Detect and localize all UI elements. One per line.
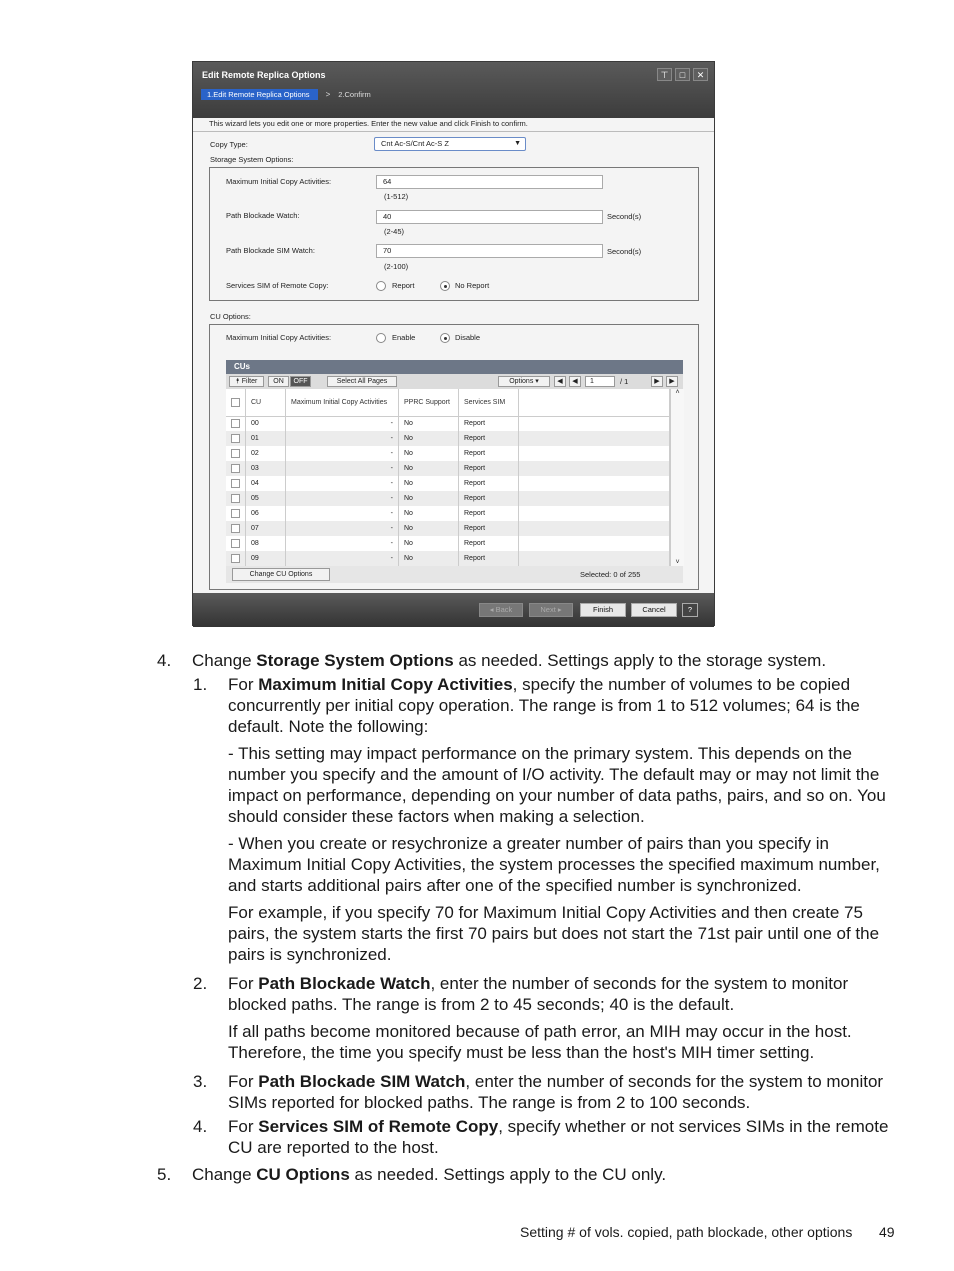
path-blockade-label: Path Blockade Watch:	[226, 211, 300, 220]
copy-type-value: Cnt Ac-S/Cnt Ac-S Z	[381, 139, 449, 148]
cell-empty	[519, 461, 670, 476]
cell-services-sim: Report	[459, 551, 519, 566]
enable-radio-label: Enable	[392, 333, 416, 342]
table-scrollbar[interactable]	[670, 389, 684, 566]
row-checkbox-cell[interactable]	[226, 446, 246, 461]
item-4-post: as needed. Settings apply to the storage system.	[453, 651, 827, 670]
cell-services-sim: Report	[459, 476, 519, 491]
edit-remote-replica-dialog	[192, 61, 715, 626]
table-row[interactable]	[226, 476, 670, 491]
table-row[interactable]	[226, 491, 670, 506]
cell-pprc: No	[399, 461, 459, 476]
note-mih: If all paths become monitored because of path error, an MIH may occur in the host. Therefore, the time you specify must be less than the host's MIH timer setting.	[228, 1022, 852, 1062]
cu-max-label: Maximum Initial Copy Activities:	[226, 333, 332, 342]
row-checkbox-cell[interactable]	[226, 491, 246, 506]
sub-4-text	[228, 1116, 900, 1158]
cell-cu: 04	[246, 476, 286, 491]
no-report-radio[interactable]	[440, 281, 450, 291]
chevron-down-icon: ▼	[514, 140, 521, 147]
wizard-steps	[201, 89, 371, 100]
page-number: 49	[879, 1224, 895, 1240]
item-5-text	[192, 1164, 900, 1185]
row-checkbox[interactable]	[231, 464, 240, 473]
max-initial-input[interactable]: 64	[376, 175, 603, 189]
filter-on-button[interactable]: ON	[268, 376, 289, 387]
row-checkbox[interactable]	[231, 539, 240, 548]
note-resync: - When you create or resychronize a greater number of pairs than you specify in Maximum Initial Copy Activities, the system processes the specified maximum number, and starts additional pairs after one of the specified number is synchronized.	[228, 834, 880, 895]
cell-services-sim: Report	[459, 521, 519, 536]
page-total: / 1	[620, 377, 629, 386]
cell-max-initial: -	[286, 431, 399, 446]
cell-cu: 05	[246, 491, 286, 506]
sub-2-post: , enter the number of seconds for the system to monitor blocked paths. The range is from 2 to 45 seconds; 40 is the default.	[228, 974, 849, 1014]
sub-4-bold: Services SIM of Remote Copy	[258, 1117, 499, 1136]
dialog-body	[193, 118, 714, 593]
row-checkbox[interactable]	[231, 494, 240, 503]
item-4-number: 4.	[157, 651, 172, 670]
dialog-footer	[193, 593, 714, 627]
table-row[interactable]	[226, 431, 670, 446]
table-row[interactable]	[226, 446, 670, 461]
sub-1-bold: Maximum Initial Copy Activities	[258, 675, 513, 694]
cell-pprc: No	[399, 491, 459, 506]
cell-cu: 00	[246, 416, 286, 431]
cell-cu: 03	[246, 461, 286, 476]
window-controls	[657, 68, 708, 81]
cell-cu: 08	[246, 536, 286, 551]
sub-4-post: , specify whether or not services SIMs in the remote CU are reported to the host.	[228, 1117, 889, 1157]
step-edit-options[interactable]: 1.Edit Remote Replica Options	[201, 89, 318, 100]
sub-4-pre: For	[228, 1117, 259, 1136]
cell-cu: 09	[246, 551, 286, 566]
row-checkbox-cell[interactable]	[226, 461, 246, 476]
scroll-up-icon[interactable]: ˄	[675, 389, 680, 396]
help-button[interactable]: ?	[682, 603, 698, 617]
cell-max-initial: -	[286, 461, 399, 476]
close-icon[interactable]: ✕	[693, 68, 708, 81]
path-blockade-unit: Second(s)	[607, 212, 642, 221]
cell-pprc: No	[399, 521, 459, 536]
finish-button[interactable]: Finish	[580, 603, 626, 617]
path-sim-range: (2-100)	[384, 262, 409, 271]
path-sim-unit: Second(s)	[607, 247, 642, 256]
filter-button[interactable]: ⯭ Filter	[229, 376, 264, 387]
row-checkbox-cell[interactable]	[226, 536, 246, 551]
sub-1-text	[228, 674, 900, 737]
sub-3-text	[228, 1071, 900, 1113]
cell-services-sim: Report	[459, 506, 519, 521]
row-checkbox-cell[interactable]	[226, 476, 246, 491]
cell-max-initial: -	[286, 476, 399, 491]
report-radio[interactable]	[376, 281, 386, 291]
cell-pprc: No	[399, 416, 459, 431]
step-confirm[interactable]: 2.Confirm	[338, 90, 371, 99]
select-all-checkbox[interactable]	[231, 398, 240, 407]
note-example: For example, if you specify 70 for Maximum Initial Copy Activities and then create 75 pairs, the system starts the first 70 pairs but does not start the 71st pair until one of the pairs is synchronized.	[228, 903, 880, 964]
cus-table-title: CUs	[226, 360, 683, 374]
item-5-post: as needed. Settings apply to the CU only.	[349, 1165, 667, 1184]
row-checkbox[interactable]	[231, 509, 240, 518]
sub-2-pre: For	[228, 974, 259, 993]
cell-cu: 06	[246, 506, 286, 521]
sub-3-bold: Path Blockade SIM Watch	[258, 1072, 466, 1091]
copy-type-label: Copy Type:	[210, 140, 248, 149]
first-page-icon[interactable]: ◀	[554, 376, 566, 387]
sub-2-bold: Path Blockade Watch	[258, 974, 431, 993]
cell-pprc: No	[399, 506, 459, 521]
cu-options-group	[209, 324, 699, 590]
cell-services-sim: Report	[459, 416, 519, 431]
cell-pprc: No	[399, 476, 459, 491]
path-sim-label: Path Blockade SIM Watch:	[226, 246, 315, 255]
row-checkbox[interactable]	[231, 449, 240, 458]
change-cu-options-button[interactable]: Change CU Options	[232, 568, 330, 581]
services-sim-label: Services SIM of Remote Copy:	[226, 281, 329, 290]
sub-1-number: 1.	[193, 675, 208, 694]
max-initial-label: Maximum Initial Copy Activities:	[226, 177, 332, 186]
report-radio-label: Report	[392, 281, 415, 290]
max-initial-range: (1-512)	[384, 192, 409, 201]
cell-max-initial: -	[286, 506, 399, 521]
path-blockade-range: (2-45)	[384, 227, 405, 236]
back-button[interactable]: ◂ Back	[479, 603, 523, 617]
select-all-pages-button[interactable]: Select All Pages	[327, 376, 397, 387]
row-checkbox-cell[interactable]	[226, 416, 246, 431]
enable-radio[interactable]	[376, 333, 386, 343]
select-all-checkbox-cell[interactable]	[226, 389, 246, 416]
table-row[interactable]	[226, 416, 670, 431]
cell-pprc: No	[399, 551, 459, 566]
selected-count: Selected: 0 of 255	[580, 570, 641, 579]
item-5-bold: CU Options	[256, 1165, 350, 1184]
cell-max-initial: -	[286, 521, 399, 536]
table-row[interactable]	[226, 551, 670, 566]
cell-empty	[519, 431, 670, 446]
options-button[interactable]: Options ▾	[498, 376, 550, 387]
storage-options-group	[209, 167, 699, 301]
table-footer	[226, 566, 683, 583]
row-checkbox[interactable]	[231, 419, 240, 428]
row-checkbox-cell[interactable]	[226, 506, 246, 521]
cell-cu: 01	[246, 431, 286, 446]
col-header-max-initial[interactable]: Maximum Initial Copy Activities	[286, 389, 399, 416]
disable-radio[interactable]	[440, 333, 450, 343]
cell-services-sim: Report	[459, 431, 519, 446]
cell-pprc: No	[399, 536, 459, 551]
sub-1-post: , specify the number of volumes to be copied concurrently per initial copy operation. The range is from 1 to 512 volumes; 64 is the default. Note the following:	[228, 675, 860, 736]
pin-icon[interactable]: ⊤	[657, 68, 672, 81]
cell-cu: 07	[246, 521, 286, 536]
item-5-number: 5.	[157, 1165, 172, 1184]
cell-pprc: No	[399, 431, 459, 446]
cell-services-sim: Report	[459, 446, 519, 461]
note-performance: - This setting may impact performance on the primary system. This depends on the number you specify and the amount of I/O activity. The default may or may not limit the impact on performance, depending on your number of data paths, pairs, and so on. You should consider these factors when making a selection.	[228, 744, 886, 826]
wizard-intro: This wizard lets you edit one or more properties. Enter the new value and click Finish to confirm.	[209, 119, 528, 128]
cus-toolbar	[226, 374, 683, 389]
next-button[interactable]: Next ▸	[529, 603, 573, 617]
copy-type-select[interactable]	[374, 137, 526, 151]
row-checkbox-cell[interactable]	[226, 521, 246, 536]
item-4-text	[192, 650, 900, 671]
last-page-icon[interactable]: ▶	[666, 376, 678, 387]
cell-max-initial: -	[286, 446, 399, 461]
disable-radio-label: Disable	[455, 333, 481, 342]
no-report-radio-label: No Report	[455, 281, 490, 290]
footer-section-title: Setting # of vols. copied, path blockade, other options	[520, 1224, 853, 1240]
step-separator: >	[325, 90, 331, 99]
cell-empty	[519, 521, 670, 536]
col-header-empty	[519, 389, 670, 416]
cell-services-sim: Report	[459, 491, 519, 506]
cancel-button[interactable]: Cancel	[631, 603, 677, 617]
cell-max-initial: -	[286, 536, 399, 551]
col-header-services-sim[interactable]: Services SIM	[459, 389, 519, 416]
cell-empty	[519, 536, 670, 551]
table-row[interactable]	[226, 521, 670, 536]
table-row[interactable]	[226, 536, 670, 551]
maximize-icon[interactable]: □	[675, 68, 690, 81]
row-checkbox-cell[interactable]	[226, 551, 246, 566]
cell-services-sim: Report	[459, 536, 519, 551]
cell-empty	[519, 551, 670, 566]
sub-1-pre: For	[228, 675, 259, 694]
cell-services-sim: Report	[459, 461, 519, 476]
dialog-title: Edit Remote Replica Options	[202, 70, 326, 80]
cell-empty	[519, 446, 670, 461]
table-row[interactable]	[226, 461, 670, 476]
cell-pprc: No	[399, 446, 459, 461]
cus-table	[226, 389, 670, 566]
next-page-icon[interactable]: ▶	[651, 376, 663, 387]
row-checkbox[interactable]	[231, 554, 240, 563]
col-header-cu[interactable]: CU	[246, 389, 286, 416]
path-blockade-input[interactable]: 40	[376, 210, 603, 224]
item-5-pre: Change	[192, 1165, 257, 1184]
sub-3-post: , enter the number of seconds for the system to monitor SIMs reported for blocked paths. The range is from 2 to 100 seconds.	[228, 1072, 884, 1112]
cell-max-initial: -	[286, 551, 399, 566]
sub-3-pre: For	[228, 1072, 259, 1091]
scroll-down-icon[interactable]: ˅	[675, 559, 680, 566]
page-input[interactable]: 1	[585, 376, 615, 387]
item-4-pre: Change	[192, 651, 257, 670]
dialog-header	[193, 62, 714, 118]
row-checkbox[interactable]	[231, 434, 240, 443]
item-4-bold: Storage System Options	[256, 651, 454, 670]
row-checkbox[interactable]	[231, 479, 240, 488]
cell-empty	[519, 491, 670, 506]
row-checkbox[interactable]	[231, 524, 240, 533]
cell-cu: 02	[246, 446, 286, 461]
table-row[interactable]	[226, 506, 670, 521]
cell-max-initial: -	[286, 416, 399, 431]
storage-options-label: Storage System Options:	[210, 155, 294, 164]
sub-2-text	[228, 973, 900, 1015]
col-header-pprc[interactable]: PPRC Support	[399, 389, 459, 416]
sub-3-number: 3.	[193, 1072, 208, 1091]
cell-max-initial: -	[286, 491, 399, 506]
table-header-row	[226, 389, 670, 416]
prev-page-icon[interactable]: ◀	[569, 376, 581, 387]
filter-off-button[interactable]: OFF	[290, 376, 311, 387]
sub-2-number: 2.	[193, 974, 208, 993]
path-sim-input[interactable]: 70	[376, 244, 603, 258]
cell-empty	[519, 416, 670, 431]
cu-options-label: CU Options:	[210, 312, 251, 321]
cell-empty	[519, 506, 670, 521]
cell-empty	[519, 476, 670, 491]
row-checkbox-cell[interactable]	[226, 431, 246, 446]
sub-4-number: 4.	[193, 1117, 208, 1136]
